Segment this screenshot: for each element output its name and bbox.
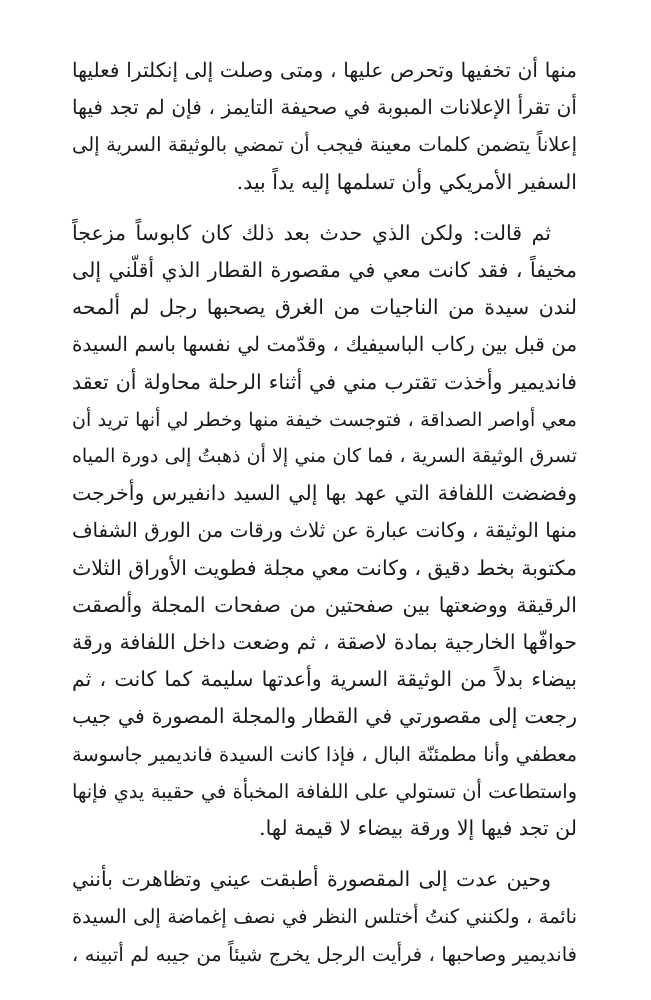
text-line: وفضضت اللفافة التي عهد بها إلي السيد دانفيرس وأخرجت xyxy=(72,481,577,506)
text-line: مخيفاً ، فقد كانت معي في مقصورة القطار الذي أقلّني إلى xyxy=(72,258,577,283)
paragraph-1 xyxy=(72,52,577,201)
text-line: نائمة ، ولكنني كنتُ أختلس النظر في نصف إغماضة إلى السيدة xyxy=(72,905,577,929)
text-line: لن تجد فيها إلا ورقة بيضاء لا قيمة لها. xyxy=(259,816,577,841)
paragraph-2 xyxy=(72,215,577,847)
text-line: حوافّها الخارجية بمادة لاصقة ، ثم وضعت داخل اللفافة ورقة xyxy=(72,630,577,655)
text-line: مكتوبة بخط دقيق ، وكانت معي مجلة فطويت الأوراق الثلاث xyxy=(72,555,577,580)
text-line: منها أن تخفيها وتحرص عليها ، ومتى وصلت إلى إنكلترا فعليها xyxy=(72,58,577,82)
text-line: معطفي وأنا مطمئنّة البال ، فإذا كانت السيدة فانديمير جاسوسة xyxy=(72,742,577,766)
text-line: بيضاء بدلاً من الوثيقة السرية وأعدتها سليمة كما كانت ، ثم xyxy=(72,667,577,692)
text-line: وحين عدت إلى المقصورة أطبقت عيني وتظاهرت بأنني xyxy=(72,867,551,892)
text-line: معي أواصر الصداقة ، فتوجست خيفة منها وخطر لي أنها تريد أن xyxy=(72,407,577,431)
text-line: لندن سيدة من الناجيات من الغرق يصحبها رجل لم ألمحه xyxy=(72,295,577,320)
text-line: تسرق الوثيقة السرية ، فما كان مني إلا أن ذهبتُ إلى دورة المياه xyxy=(72,445,577,468)
text-line: رجعت إلى مقصورتي في القطار والمجلة المصورة في جيب xyxy=(72,704,577,729)
text-line: الرقيقة ووضعتها بين صفحتين من صفحات المجلة وألصقت xyxy=(72,592,577,617)
text-line: فانديمير وصاحبها ، فرأيت الرجل يخرج شيئاً من جيبه لم أتبينه ، xyxy=(72,942,577,966)
text-line: منها الوثيقة ، وكانت عبارة عن ثلاث ورقات من الورق الشفاف xyxy=(72,519,577,543)
text-line: أن تقرأ الإعلانات المبوبة في صحيفة التايمز ، فإن لم تجد فيها xyxy=(72,95,577,120)
text-line: من قبل بين ركاب الباسيفيك ، وقدّمت لي نفسها باسم السيدة xyxy=(72,333,577,357)
text-line: إعلاناً يتضمن كلمات معينة فيجب أن تمضي بالوثيقة السرية إلى xyxy=(72,133,577,157)
text-line: السفير الأمريكي وأن تسلمها إليه يداً بيد. xyxy=(236,169,577,194)
text-line: فانديمير وأخذت تقترب مني في أثناء الرحلة محاولة أن تعقد xyxy=(72,369,577,394)
paragraph-3 xyxy=(72,861,577,973)
text-line: واستطاعت أن تستولي على اللفافة المخبأة في حقيبة يدي فإنها xyxy=(72,779,577,803)
text-line: ثم قالت: ولكن الذي حدث بعد ذلك كان كابوساً مزعجاً xyxy=(72,220,551,245)
